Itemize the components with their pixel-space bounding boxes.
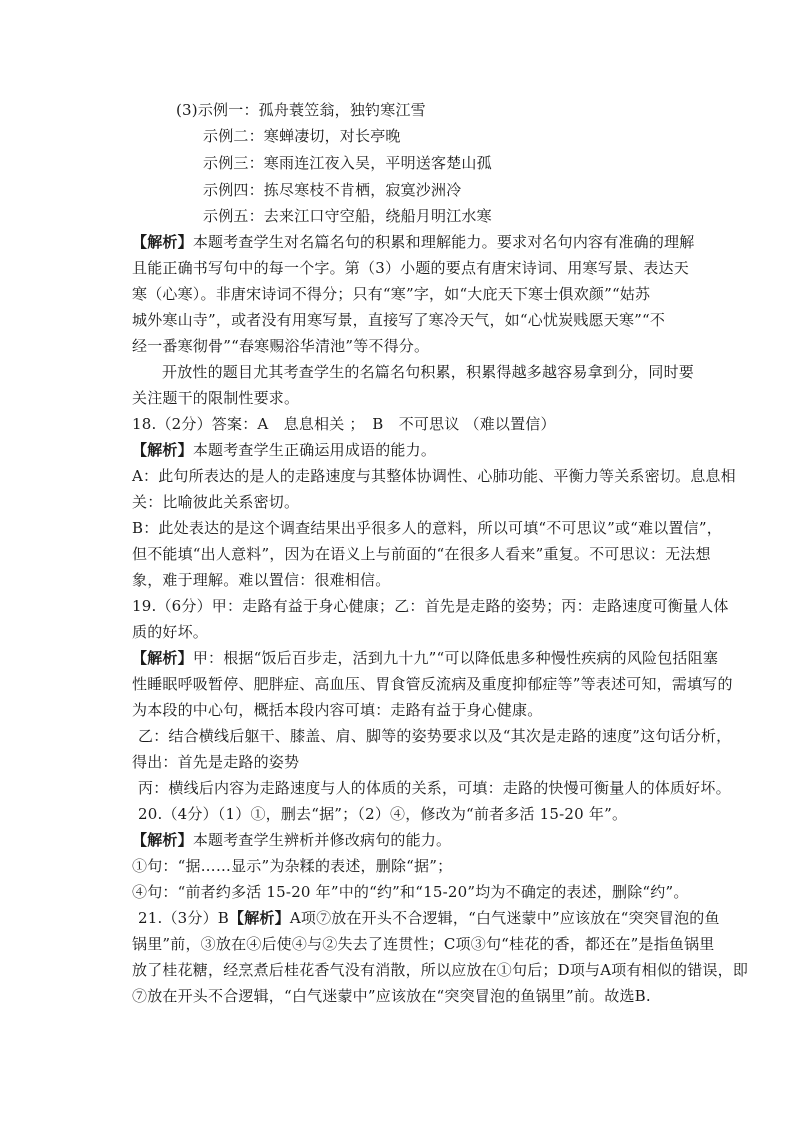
q18-analysis-line-3: 关：比喻彼此关系密切。 [132,493,300,511]
analysis-text: 甲：根据“饭后百步走，活到九十九”“可以降低患多种慢性疾病的风险包括阻塞 [192,649,719,667]
q20-analysis-line-3: ④句：“前者约多活 15-20 年”中的“约”和“15-20”均为不确定的表述，删除“约”。 [132,883,689,901]
example-1: (3)示例一：孤舟蓑笠翁，独钓寒江雪 [176,101,426,119]
q19-answer-line-2: 质的好坏。 [132,623,209,641]
q19-analysis-line-4: 乙：结合横线后躯干、膝盖、肩、脚等的姿势要求以及“其次是走路的速度”这句话分析， [138,727,732,745]
analysis-text: 本题考查学生辨析并修改病句的能力。 [192,831,452,849]
q18-analysis-line-5: 但不能填“出人意料”，因为在语义上与前面的“在很多人看来”重复。不可思议：无法想 [132,545,711,563]
example-5: 示例五：去来江口守空船，绕船月明江水寒 [203,207,492,225]
q18-analysis-line-6: 象，难于理解。难以置信：很难相信。 [132,571,391,589]
q20-analysis-line-1 [132,830,451,850]
q21-line-2: 锅里”前，③放在④后使④与②失去了连贯性；C项③句“桂花的香，都还在”是指鱼锅里 [132,935,715,953]
example-2: 示例二：寒蝉凄切，对长亭晚 [203,127,401,145]
analysis-tag: 【解析】 [229,909,290,927]
analysis-text: 本题考查学生正确运用成语的能力。 [192,441,437,459]
q21-line-4: ⑦放在开头不合逻辑，“白气迷蒙中”应该放在“突突冒泡的鱼锅里”前。故选B. [132,987,651,1005]
analysis-text: 本题考查学生对名篇名句的积累和理解能力。要求对名句内容有准确的理解 [192,233,695,251]
analysis17-line-4: 城外寒山寺”，或者没有用寒写景，直接写了寒冷天气，如“心忧炭贱愿天寒”“不 [132,311,666,329]
q18-analysis-line-2: A：此句所表达的是人的走路速度与其整体协调性、心肺功能、平衡力等关系密切。息息相 [132,467,736,485]
q19-analysis-line-3: 为本段的中心句，概括本段内容可填：走路有益于身心健康。 [132,701,543,719]
analysis17-line-3: 寒（心寒）。非唐宋诗词不得分；只有“寒”字，如“大庇天下寒士俱欢颜”“姑苏 [132,285,651,303]
q21-line-1 [138,908,720,928]
analysis-text: A项⑦放在开头不合逻辑，“白气迷蒙中”应该放在“突突冒泡的鱼 [289,909,720,927]
q20-answer: 20.（4分）（1）①，删去“据”；（2）④，修改为“前者多活 15-20 年”。 [138,805,628,823]
q18-analysis-line-1 [132,440,436,460]
q19-analysis-line-1 [132,648,718,668]
analysis17-line-6: 开放性的题目尤其考查学生的名篇名句积累，积累得越多越容易拿到分，同时要 [162,363,695,381]
q19-analysis-line-6: 丙：横线后内容为走路速度与人的体质的关系，可填：走路的快慢可衡量人的体质好坏。 [138,779,731,797]
analysis-tag: 【解析】 [132,233,193,251]
example-4: 示例四：拣尽寒枝不肯栖，寂寞沙洲冷 [203,181,462,199]
analysis17-line-7: 关注题干的限制性要求。 [132,389,300,407]
analysis17-line-1 [132,232,694,252]
analysis17-line-5: 经一番寒彻骨”“春寒赐浴华清池”等不得分。 [132,337,430,355]
q21-head: 21.（3分）B [138,909,230,927]
q18-answer: 18.（2分）答案：A 息息相关 ； B 不可思议 （难以置信） [132,415,556,433]
analysis-tag: 【解析】 [132,441,193,459]
q20-analysis-line-2: ①句：“据……显示”为杂糅的表述，删除“据”； [132,857,453,875]
q19-analysis-line-2: 性睡眠呼吸暂停、肥胖症、高血压、胃食管反流病及重度抑郁症等”等表述可知，需填写的 [132,675,733,693]
analysis-tag: 【解析】 [132,831,193,849]
analysis17-line-2: 且能正确书写句中的每一个字。第（3）小题的要点有唐宋诗词、用寒写景、表达天 [132,259,689,277]
q19-analysis-line-5: 得出：首先是走路的姿势 [132,753,300,771]
q18-analysis-line-4: B：此处表达的是这个调查结果出乎很多人的意料，所以可填“不可思议”或“难以置信”， [132,519,722,537]
example-3: 示例三：寒雨连江夜入吴，平明送客楚山孤 [203,154,492,172]
q21-line-3: 放了桂花糖，经烹煮后桂花香气没有消散，所以应放在①句后；D项与A项有相似的错误，即 [132,961,749,979]
q19-answer-line-1: 19.（6分）甲：走路有益于身心健康；乙：首先是走路的姿势；丙：走路速度可衡量人体 [132,597,729,615]
analysis-tag: 【解析】 [132,649,193,667]
